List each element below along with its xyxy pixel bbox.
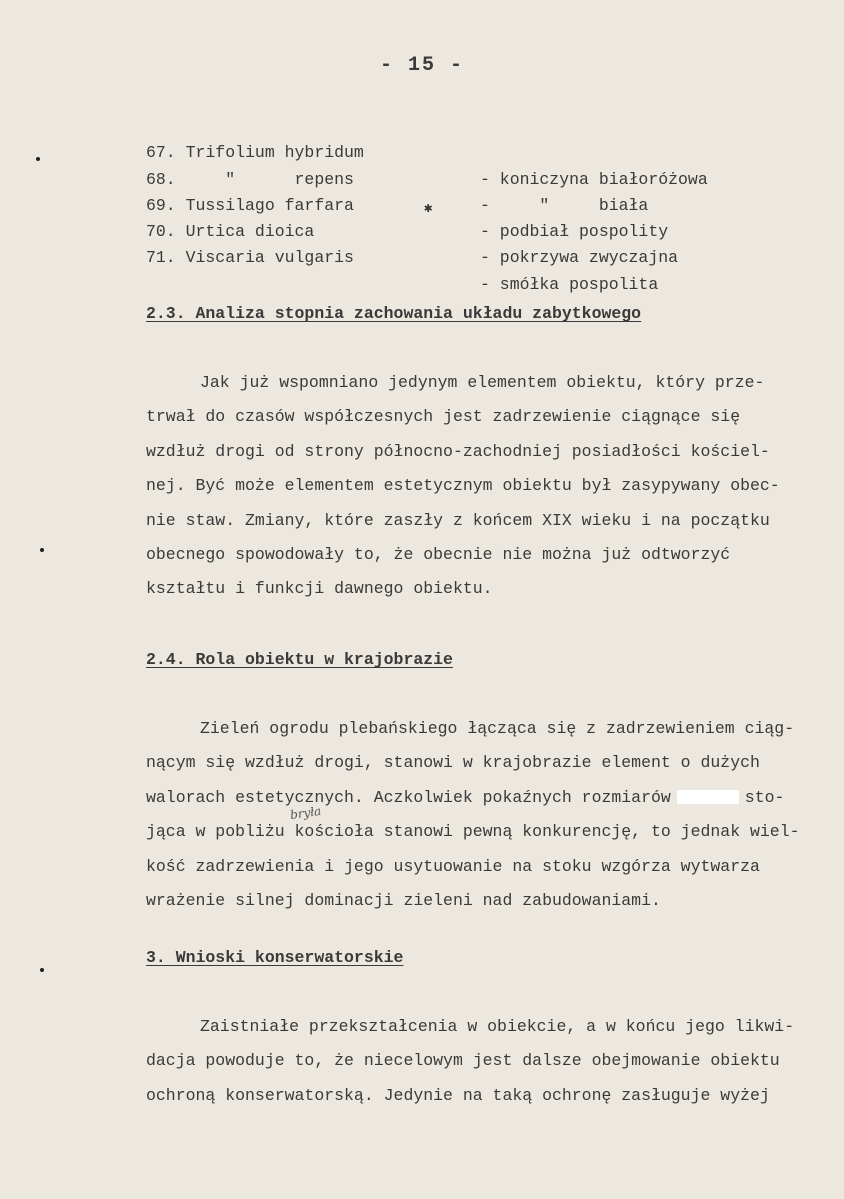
plant-latin-name: 69. Tussilago farfara: [146, 195, 354, 215]
paragraph-line-text: sto-: [744, 787, 785, 807]
paragraph-line: Zieleń ogrodu plebańskiego łącząca się z zadrzewieniem ciąg-: [200, 719, 795, 738]
paragraph-line: wzdłuż drogi od strony północno-zachodniej posiadłości kościel-: [146, 441, 770, 461]
plant-polish-name: - podbiał pospolity: [480, 222, 669, 242]
paragraph-line: nącym się wzdłuż drogi, stanowi w krajobrazie element o dużych: [146, 753, 760, 773]
paragraph-line: [146, 781, 806, 815]
margin-mark-dot: [40, 548, 44, 552]
redaction-box: [677, 790, 739, 804]
paragraph-line-text: walorach estetycznych. Aczkolwiek pokaźnych rozmiarów: [146, 787, 671, 807]
paragraph-line: Jak już wspomniano jedynym elementem obiektu, który prze-: [200, 373, 765, 392]
paragraph-line: nie staw. Zmiany, które zaszły z końcem XIX wieku i na początku: [146, 510, 770, 530]
plant-polish-name: - smółka pospolita: [480, 274, 659, 294]
paragraph-line: obecnego spowodowały to, że obecnie nie można już odtworzyć: [146, 544, 731, 564]
paragraph-line: jąca w pobliżu kościoła stanowi pewną konkurencję, to jednak wiel-: [146, 822, 800, 842]
section-heading-3: 3. Wnioski konserwatorskie: [146, 948, 404, 967]
paragraph-line: Zaistniałe przekształcenia w obiekcie, a w końcu jego likwi-: [200, 1017, 795, 1036]
paragraph-section-3: [146, 1010, 806, 1113]
ink-blot-mark: ✱: [424, 201, 433, 217]
section-heading-2-3: 2.3. Analiza stopnia zachowania układu zabytkowego: [146, 304, 642, 323]
page-number: - 15 -: [379, 54, 464, 77]
plant-latin-name: 71. Viscaria vulgaris: [146, 248, 354, 268]
plant-latin-name: 70. Urtica dioica: [146, 222, 315, 242]
margin-mark-dot: [36, 157, 40, 161]
paragraph-line: dacja powoduje to, że niecelowym jest dalsze obejmowanie obiektu: [146, 1051, 780, 1071]
handwritten-annotation: bryła: [289, 803, 323, 823]
plant-list: [146, 114, 786, 294]
paragraph-line: kształtu i funkcji dawnego obiektu.: [146, 579, 493, 599]
plant-polish-name: - " biała: [480, 195, 649, 215]
paragraph-line: trwał do czasów współczesnych jest zadrzewienie ciągnące się: [146, 407, 741, 427]
paragraph-section-2-4: [146, 712, 806, 918]
paragraph-line: wrażenie silnej dominacji zieleni nad zabudowaniami.: [146, 890, 661, 910]
plant-polish-name: - koniczyna białoróżowa: [480, 169, 708, 189]
plant-latin-name: 68. " repens: [146, 169, 354, 189]
paragraph-line: ochroną konserwatorską. Jedynie na taką ochronę zasługuje wyżej: [146, 1085, 770, 1105]
plant-polish-name: - pokrzywa zwyczajna: [480, 248, 679, 268]
plant-latin-name: 67. Trifolium hybridum: [146, 143, 364, 163]
section-heading-2-4: 2.4. Rola obiektu w krajobrazie: [146, 650, 453, 669]
paragraph-line: nej. Być może elementem estetycznym obiektu był zasypywany obec-: [146, 476, 780, 496]
margin-mark-dot: [40, 968, 44, 972]
paragraph-line: kość zadrzewienia i jego usytuowanie na stoku wzgórza wytwarza: [146, 856, 760, 876]
paragraph-section-2-3: [146, 366, 806, 607]
